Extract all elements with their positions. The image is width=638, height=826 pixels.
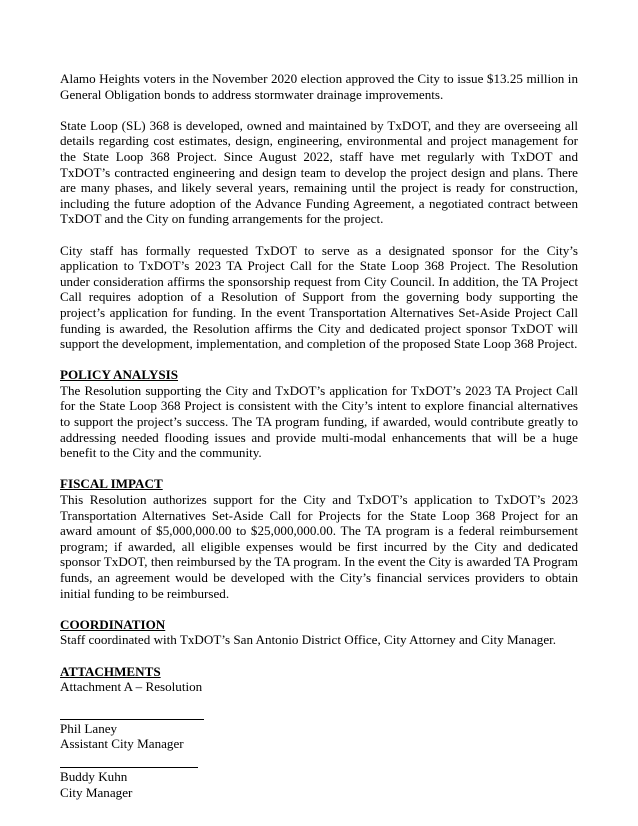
policy-analysis-text: The Resolution supporting the City and TxDOT’s application for TxDOT’s 2023 TA Project Call for the State Loop 368 Project is consistent with the City’s intent to explore financial alternatives to support the project’s success. The TA program funding, if awarded, would contribute greatly to addressing needed flooding issues and provide multi-modal enhancements that will be a huge benefit to the City and the community. (60, 382, 578, 461)
section-policy-analysis (60, 367, 578, 461)
signature-buddy-kuhn (60, 767, 578, 800)
section-coordination (60, 617, 578, 648)
signatory-name: Buddy Kuhn (60, 768, 128, 784)
fiscal-impact-text: This Resolution authorizes support for the City and TxDOT’s application to TxDOT’s 2023 Transportation Alternatives Set-Aside Call for Projects for the State Loop 368 Project for an award amount of $5,000,000.00 to $25,000,000.00. The TA program is a federal reimbursement program; if awarded, all eligible expenses would be first incurred by the City and dedicated sponsor TxDOT, then reimbursed by the TA program. In the event the City is awarded TA Program funds, an agreement would be developed with the City’s financial services providers to obtain initial funding to be reimbursed. (60, 492, 578, 601)
coordination-text: Staff coordinated with TxDOT’s San Antonio District Office, City Attorney and City Manager. (60, 632, 557, 648)
heading-fiscal-impact: FISCAL IMPACT (60, 476, 163, 492)
signatory-name: Phil Laney (60, 720, 118, 736)
signatory-title: City Manager (60, 784, 133, 800)
document-body (60, 71, 578, 815)
heading-attachments: ATTACHMENTS (60, 663, 161, 679)
section-fiscal-impact (60, 476, 578, 601)
signature-line (60, 719, 204, 720)
heading-coordination: COORDINATION (60, 616, 166, 632)
paragraph-bond-election: Alamo Heights voters in the November 2020 election approved the City to issue $13.25 million in General Obligation bonds to address stormwater drainage improvements. (60, 71, 578, 102)
attachment-a-text: Attachment A – Resolution (60, 679, 203, 695)
signature-line (60, 767, 198, 768)
heading-policy-analysis: POLICY ANALYSIS (60, 367, 179, 383)
signatory-title: Assistant City Manager (60, 736, 184, 752)
paragraph-state-loop-368: State Loop (SL) 368 is developed, owned and maintained by TxDOT, and they are overseeing all details regarding cost estimates, design, engineering, environmental and project management for the State Loop 368 Project. Since August 2022, staff have met regularly with TxDOT and TxDOT’s contracted engineering and design team to develop the project design and plans. There are many phases, and likely several years, remaining until the project is ready for construction, including the future adoption of the Advance Funding Agreement, a negotiated contract between TxDOT and the City on funding arrangements for the project. (60, 117, 578, 227)
signature-phil-laney (60, 719, 578, 752)
paragraph-sponsor-request: City staff has formally requested TxDOT to serve as a designated sponsor for the City’s application to TxDOT’s 2023 TA Project Call for the State Loop 368 Project. The Resolution under consideration affirms the sponsorship request from City Council. In addition, the TA Project Call requires adoption of a Resolution of Support from the governing body supporting the project’s application for funding. In the event Transportation Alternatives Set-Aside Project Call funding is awarded, the Resolution affirms the City and dedicated project sponsor TxDOT will support the development, implementation, and completion of the proposed State Loop 368 Project. (60, 242, 578, 352)
section-attachments (60, 664, 578, 695)
signature-block (60, 719, 578, 800)
